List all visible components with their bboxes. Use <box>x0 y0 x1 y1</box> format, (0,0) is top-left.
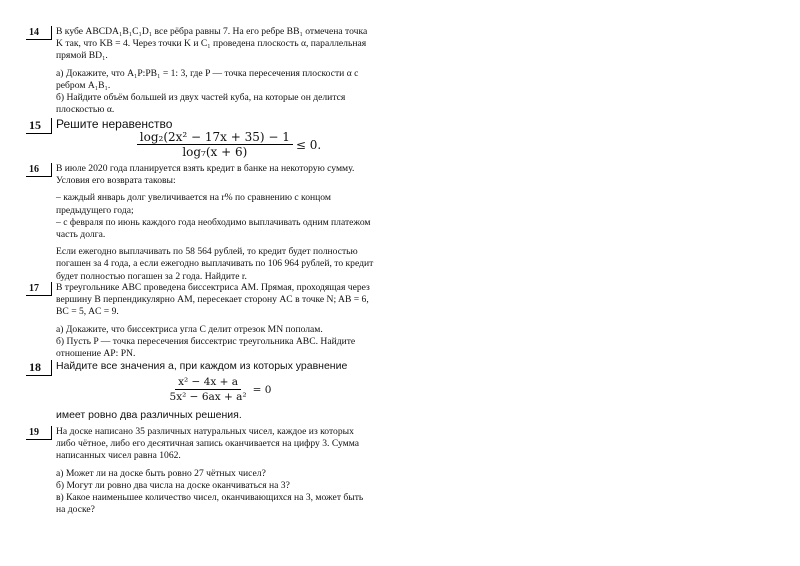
text-line: прямой BD₁. <box>56 50 108 62</box>
fraction-numerator: log₂(2x² − 17x + 35) − 1 <box>137 130 293 145</box>
fraction-numerator: x² − 4x + a <box>175 375 241 390</box>
text-line: В июле 2020 года планируется взять кредит в банке на некоторую сумму. <box>56 163 355 174</box>
part-b-line: плоскостью α. <box>56 104 115 116</box>
text-line: либо чётное, либо его десятичная запись оканчивается на цифру 3. Сумма <box>56 438 360 450</box>
problem-text <box>56 163 402 283</box>
text-line: В треугольнике ABC проведена биссектриса AM. Прямая, проходящая через <box>56 282 370 293</box>
condition-line: предыдущего года; <box>56 204 134 216</box>
problem-text <box>56 359 402 422</box>
problem-number: 15 <box>26 118 52 134</box>
fraction <box>137 130 293 159</box>
part-b-line: б) Пусть P — точка пересечения биссектрис треугольника ABC. Найдите <box>56 335 356 347</box>
fraction <box>167 375 250 404</box>
part-a-line: а) Докажите, что биссектриса угла C делит отрезок MN пополам. <box>56 323 323 335</box>
text-line: вершину B перпендикулярно AM, пересекает сторону AC в точке N; AB = 6, <box>56 294 369 306</box>
problem-text <box>56 117 402 159</box>
relation: ≤ 0. <box>295 137 322 152</box>
inequality-formula <box>56 130 402 159</box>
question-line: будет полностью погашен за 2 года. Найдите r. <box>56 270 247 282</box>
fraction-denominator: 5x² − 6ax + a² <box>169 391 247 403</box>
problem-number: 19 <box>26 426 52 440</box>
text-line: BC = 5, AC = 9. <box>56 306 119 318</box>
equation-formula <box>36 375 402 404</box>
condition-line: – каждый январь долг увеличивается на r% по сравнению с концом <box>56 192 331 204</box>
text-line: написанных чисел равна 1062. <box>56 450 181 462</box>
text-line: K так, что KB = 4. Через точки K и C₁ проведена плоскость α, параллельная <box>56 38 367 50</box>
problem-number: 17 <box>26 282 52 296</box>
text-line: Решите неравенство <box>56 117 173 131</box>
problem-text <box>56 426 402 516</box>
problem-text <box>56 282 402 360</box>
question-line: Если ежегодно выплачивать по 58 564 рублей, то кредит будет полностью <box>56 246 358 258</box>
condition-line: – с февраля по июнь каждого года необходимо выплачивать одним платежом <box>56 216 371 228</box>
problem-number: 18 <box>26 360 52 376</box>
text-line: Условия его возврата таковы: <box>56 175 176 187</box>
part-b-line: б) Найдите объём большей из двух частей куба, на которые он делится <box>56 92 346 104</box>
text-line: Найдите все значения a, при каждом из которых уравнение <box>56 360 348 372</box>
part-b-line: отношение AP: PN. <box>56 348 136 360</box>
condition-line: часть долга. <box>56 229 106 241</box>
part-c-line: на доске? <box>56 504 95 516</box>
relation: = 0 <box>252 383 272 396</box>
part-c-line: в) Какое наименьшее количество чисел, оканчивающихся на 3, может быть <box>56 492 364 504</box>
text-line: На доске написано 35 различных натуральных чисел, каждое из которых <box>56 426 354 437</box>
question-line: погашен за 4 года, а если ежегодно выплачивать по 106 964 рублей, то кредит <box>56 258 374 270</box>
problem-number: 14 <box>26 26 52 40</box>
problem-text <box>56 26 402 116</box>
problem-number: 16 <box>26 163 52 177</box>
part-a-line: а) Может ли на доске быть ровно 27 чётных чисел? <box>56 467 266 479</box>
text-line: имеет ровно два различных решения. <box>56 409 242 421</box>
part-b-line: б) Могут ли ровно два числа на доске оканчиваться на 3? <box>56 479 290 491</box>
text-line: В кубе ABCDA₁B₁C₁D₁ все рёбра равны 7. На его ребре BB₁ отмечена точка <box>56 26 368 37</box>
part-a-line: ребром A₁B₁. <box>56 79 111 91</box>
fraction-denominator: log₇(x + 6) <box>182 145 248 159</box>
part-a-line: а) Докажите, что A₁P:PB₁ = 1: 3, где P — точка пересечения плоскости α с <box>56 67 359 79</box>
